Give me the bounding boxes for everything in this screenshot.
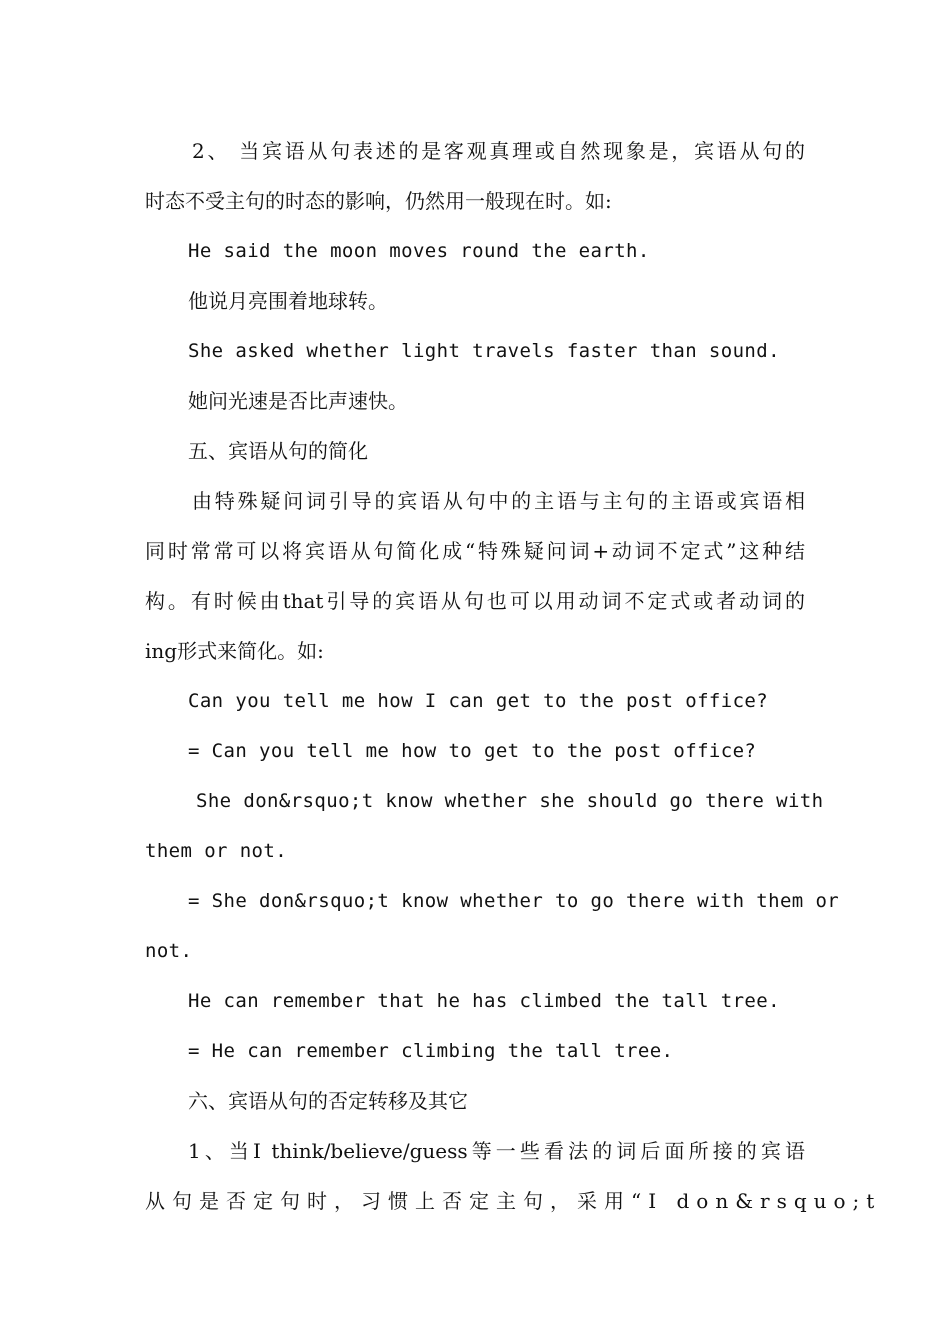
- paragraph-line: 由特殊疑问词引导的宾语从句中的主语与主句的主语或宾语相: [192, 489, 805, 513]
- section-heading: 五、宾语从句的简化: [188, 439, 368, 463]
- example-sentence: Can you tell me how I can get to the post office?: [188, 690, 769, 712]
- example-sentence: not.: [145, 940, 193, 962]
- example-sentence: She asked whether light travels faster than sound.: [188, 340, 780, 362]
- example-sentence: He said the moon moves round the earth.: [188, 240, 650, 262]
- example-sentence: = She don&rsquo;t know whether to go there with them or: [188, 890, 840, 912]
- example-translation: 他说月亮围着地球转。: [188, 289, 388, 313]
- section-heading: 六、宾语从句的否定转移及其它: [188, 1089, 468, 1113]
- paragraph-line: ing形式来简化。如:: [145, 639, 324, 663]
- paragraph-line: 2、 当宾语从句表述的是客观真理或自然现象是，宾语从句的: [192, 139, 805, 163]
- paragraph-line: 从句是否定句时，习惯上否定主句，采用“I don&rsquo;t: [145, 1189, 882, 1213]
- example-sentence: = Can you tell me how to get to the post office?: [188, 740, 757, 762]
- paragraph-line: 时态不受主句的时态的影响，仍然用一般现在时。如:: [145, 189, 612, 213]
- paragraph-line: 同时常常可以将宾语从句简化成“特殊疑问词+动词不定式”这种结: [145, 539, 805, 563]
- example-sentence: them or not.: [145, 840, 288, 862]
- paragraph-line: 1、当I think/believe/guess等一些看法的词后面所接的宾语: [188, 1139, 805, 1163]
- paragraph-line: 构。有时候由that引导的宾语从句也可以用动词不定式或者动词的: [145, 589, 805, 613]
- example-sentence: = He can remember climbing the tall tree.: [188, 1040, 674, 1062]
- example-sentence: He can remember that he has climbed the tall tree.: [188, 990, 780, 1012]
- example-translation: 她问光速是否比声速快。: [188, 389, 408, 413]
- example-sentence: She don&rsquo;t know whether she should go there with: [196, 790, 824, 812]
